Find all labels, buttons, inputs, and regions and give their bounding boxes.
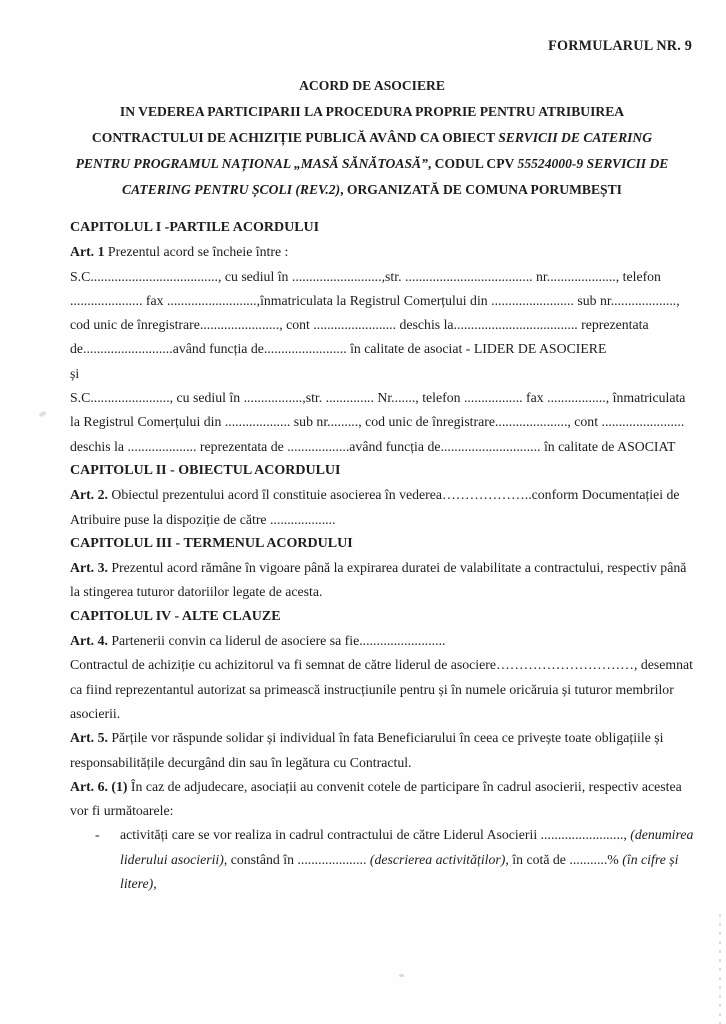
party-leader-paragraph xyxy=(70,265,694,362)
text-segment: CONTRACTULUI DE ACHIZIȚIE PUBLICĂ AVÂND CA OBIECT xyxy=(91,130,499,145)
text-segment: Prezentul acord se încheie între : xyxy=(104,244,289,260)
text-segment: S.C....................................., cu sediul în ..........................,str. ..................................... nr...................., telefon ..................... fax ..........................,înmatriculata la Registrul Comerțului din ........................ sub nr..................., cod unic de înregistrare......................., cont ........................ deschis la.................................... reprezentata de..........................având funcția de........................ în calitate de asociat - LIDER DE ASOCIERE xyxy=(70,268,680,357)
text-segment: PENTRU PROGRAMUL NAȚIONAL „MASĂ SĂNĂTOASĂ” xyxy=(75,156,428,171)
scan-artifact-left-edge xyxy=(38,411,46,418)
text-segment: În caz de adjudecare, asociații au convenit cotele de participare în cadrul asocierii, respectiv acestea vor fi următoarele: xyxy=(70,778,682,819)
title-line xyxy=(52,73,692,99)
text-segment: , CODUL CPV xyxy=(427,156,518,171)
chapter-1-heading xyxy=(70,216,694,240)
text-segment: și xyxy=(70,365,80,381)
art-2-paragraph xyxy=(70,483,694,532)
bullet-text xyxy=(120,823,694,896)
text-segment: CAPITOLUL III - TERMENUL ACORDULUI xyxy=(70,535,353,551)
text-segment: Partenerii convin ca liderul de asociere sa fie......................... xyxy=(107,633,446,649)
text-segment: Contractul de achiziție cu achizitorul va fi semnat de către liderul de asociere…………………………, desemnat ca fiind reprezentantul autorizat sa primească instrucțiunile pentru și în numele oricăruia și tuturor membrilor asocierii. xyxy=(70,657,693,721)
text-segment: S.C......................., cu sediul în .................,str. .............. Nr......., telefon ................. fax ................., înmatriculata la Registrul Comerțului din ................... sub nr........., cod unic de înregistrare....................., cont ........................ deschis la .................... reprezentata de ..................având funcția de............................. în calitate de ASOCIAT xyxy=(70,390,686,454)
document-title xyxy=(52,73,692,203)
chapter-3-heading xyxy=(70,532,694,556)
conjunction-paragraph xyxy=(70,362,694,386)
text-segment: , constând în .................... xyxy=(223,851,370,867)
art-5-paragraph xyxy=(70,726,694,775)
text-segment: Art. 1 xyxy=(70,244,105,260)
chapter-2-heading xyxy=(70,459,694,483)
bullet-marker: - xyxy=(95,827,100,843)
text-segment: CAPITOLUL I -PARTILE ACORDULUI xyxy=(70,220,320,235)
text-segment: (în cifre și litere), xyxy=(120,851,679,892)
text-segment: IN VEDEREA PARTICIPARII LA PROCEDURA PROPRIE PENTRU ATRIBUIREA xyxy=(119,104,625,119)
text-segment: Prezentul acord rămâne în vigoare până la expirarea duratei de valabilitate a contractului, respectiv până la stingerea tuturor datoriilor legate de acesta. xyxy=(70,560,687,600)
text-segment: CATERING PENTRU ȘCOLI (REV.2) xyxy=(122,182,341,197)
title-line xyxy=(52,151,692,177)
text-segment: Art. 6. (1) xyxy=(70,778,128,794)
text-segment: 55524000-9 SERVICII DE xyxy=(517,156,669,171)
art-6-paragraph xyxy=(70,775,694,824)
title-line xyxy=(52,177,692,203)
text-segment: (descrierea activităților) xyxy=(369,851,506,867)
art-1-paragraph xyxy=(70,240,694,264)
art-6-activity-bullet xyxy=(70,823,694,896)
scan-artifact-speck xyxy=(399,974,404,977)
art-4-continuation-paragraph xyxy=(70,653,694,726)
text-segment: activități care se vor realiza in cadrul contractului de către Liderul Asocierii ........................, xyxy=(120,827,631,843)
text-segment: , în cotă de ...........% xyxy=(505,851,623,867)
art-3-paragraph xyxy=(70,556,694,605)
chapter-4-heading xyxy=(70,605,694,629)
text-segment: , ORGANIZATĂ DE COMUNA PORUMBEȘTI xyxy=(340,182,622,197)
text-segment: (denumirea liderului asocierii) xyxy=(120,827,694,867)
text-segment: CAPITOLUL II - OBIECTUL ACORDULUI xyxy=(70,462,341,478)
text-segment: Art. 3. xyxy=(70,560,108,576)
title-line xyxy=(52,125,692,151)
text-segment: CAPITOLUL IV - ALTE CLAUZE xyxy=(70,608,281,624)
text-segment: Art. 5. xyxy=(70,730,108,746)
document-body xyxy=(70,216,694,896)
text-segment: ACORD DE ASOCIERE xyxy=(299,78,445,93)
text-segment: Art. 2. xyxy=(70,487,108,503)
form-number-label: FORMULARUL NR. 9 xyxy=(548,38,692,54)
title-line xyxy=(52,99,692,125)
party-associate-paragraph xyxy=(70,386,694,459)
art-4-paragraph xyxy=(70,629,694,653)
text-segment: Obiectul prezentului acord îl constituie asocierea în vederea………………..conform Documentației de Atribuire puse la dispoziție de către ................... xyxy=(70,487,680,527)
text-segment: Părțile vor răspunde solidar și individual în fata Beneficiarului în ceea ce privește toate obligațiile și responsabilitățile decurgând din sau în legătura cu Contractul. xyxy=(70,730,664,770)
scan-artifact-right-edge xyxy=(719,914,721,1024)
text-segment: SERVICII DE CATERING xyxy=(498,130,653,145)
text-segment: Art. 4. xyxy=(70,633,108,649)
